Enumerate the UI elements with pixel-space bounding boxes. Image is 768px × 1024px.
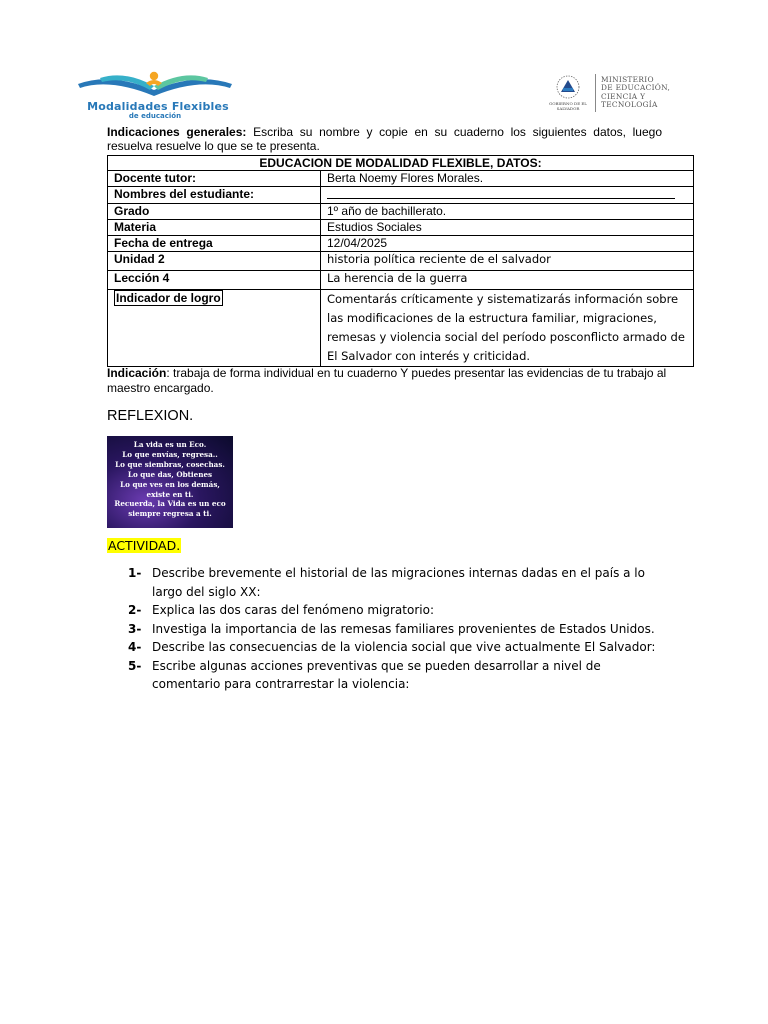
- blank-line: [327, 187, 675, 199]
- row-value: 1º año de bachillerato.: [321, 204, 694, 220]
- poster-line: Lo que siembras, cosechas.: [115, 459, 225, 469]
- general-instructions: [107, 125, 662, 153]
- row-label: Unidad 2: [108, 252, 321, 271]
- poster-line: La vida es un Eco.: [133, 440, 207, 449]
- indication-text: : trabaja de forma individual en tu cuaderno Y puedes presentar las evidencias de tu trabajo al maestro encargado.: [107, 366, 667, 395]
- indication-label: Indicación: [107, 366, 167, 380]
- reflection-poster-image: [107, 436, 233, 528]
- table-header-row: [108, 156, 694, 171]
- indication-note: [107, 366, 667, 396]
- row-label: Nombres del estudiante:: [108, 187, 321, 204]
- item-text: Describe brevemente el historial de las migraciones internas dadas en el país a lo largo del siglo XX:: [152, 566, 645, 599]
- ministry-logo: [546, 74, 686, 112]
- poster-line: siempre regresa a ti.: [128, 509, 212, 519]
- item-text: Escribe algunas acciones preventivas que se pueden desarrollar a nivel de comentario para contrarrestar la violencia:: [152, 658, 601, 691]
- item-text: Investiga la importancia de las remesas familiares provenientes de Estados Unidos.: [152, 621, 655, 636]
- row-value: historia política reciente de el salvador: [321, 252, 694, 271]
- ministry-name: MINISTERIO DE EDUCACIÓN, CIENCIA Y TECNOLOGÍA: [601, 75, 671, 110]
- reflection-title: REFLEXION.: [107, 408, 194, 424]
- activity-title: ACTIVIDAD.: [108, 538, 181, 553]
- poster-line: existe en ti.: [146, 489, 194, 499]
- table-row: [108, 171, 694, 187]
- gov-label: GOBIERNO DE EL SALVADOR: [549, 101, 587, 111]
- table-row: [108, 290, 694, 367]
- instructions-text: Escriba su nombre y copie en su cuaderno los siguientes datos, luego resuelva resuelve lo que se te presenta.: [107, 125, 663, 153]
- poster-line: Lo que ves en los demás,: [120, 479, 220, 489]
- item-number: 2-: [128, 603, 142, 617]
- row-label: Lección 4: [108, 271, 321, 290]
- item-text: Explica las dos caras del fenómeno migratorio:: [152, 603, 434, 617]
- list-item: [128, 601, 668, 620]
- achievement-indicator: Comentarás críticamente y sistematizarás información sobre las modificaciones de la estructura familiar, migraciones, remesas y violencia social del período posconflicto armado de El Salvador con interés y criticidad.: [321, 290, 694, 367]
- table-row: [108, 271, 694, 290]
- row-label: Grado: [108, 204, 321, 220]
- table-row: [108, 204, 694, 220]
- table-row: [108, 187, 694, 204]
- table-row: [108, 236, 694, 252]
- logo-brand-subtitle: de educación: [128, 112, 182, 120]
- activity-list: [128, 564, 668, 694]
- poster-line: Lo que envías, regresa..: [122, 449, 218, 459]
- poster-text: [107, 440, 233, 519]
- coat-of-arms-icon: [546, 74, 590, 102]
- item-text: Describe las consecuencias de la violencia social que vive actualmente El Salvador:: [152, 640, 656, 654]
- item-number: 3-: [128, 621, 142, 636]
- poster-line: Lo que das, Obtienes: [127, 469, 213, 479]
- table-row: [108, 252, 694, 271]
- item-number: 1-: [128, 566, 142, 580]
- item-number: 4-: [128, 640, 142, 654]
- modalidades-flexibles-logo: [70, 68, 240, 120]
- instructions-label: Indicaciones generales:: [107, 125, 247, 139]
- logo-divider: [595, 74, 596, 112]
- list-item: [128, 638, 668, 657]
- student-name-field[interactable]: [321, 187, 694, 204]
- row-label: Indicador de logro: [108, 290, 321, 367]
- row-label: Docente tutor:: [108, 171, 321, 187]
- logo-brand-name: Modalidades Flexibles: [87, 100, 229, 113]
- table-row: [108, 220, 694, 236]
- row-value: Estudios Sociales: [321, 220, 694, 236]
- list-item: [128, 657, 668, 694]
- poster-line: Recuerda, la Vida es un eco: [114, 499, 226, 509]
- list-item: [128, 620, 668, 639]
- item-number: 5-: [128, 658, 142, 673]
- row-label: Materia: [108, 220, 321, 236]
- row-label: Fecha de entrega: [108, 236, 321, 252]
- student-data-table: [107, 155, 694, 367]
- row-value: La herencia de la guerra: [321, 271, 694, 290]
- row-value: Berta Noemy Flores Morales.: [321, 171, 694, 187]
- list-item: [128, 564, 668, 601]
- row-value: 12/04/2025: [321, 236, 694, 252]
- open-book-logo-icon: [70, 68, 240, 102]
- table-title: EDUCACION DE MODALIDAD FLEXIBLE, DATOS:: [108, 156, 694, 171]
